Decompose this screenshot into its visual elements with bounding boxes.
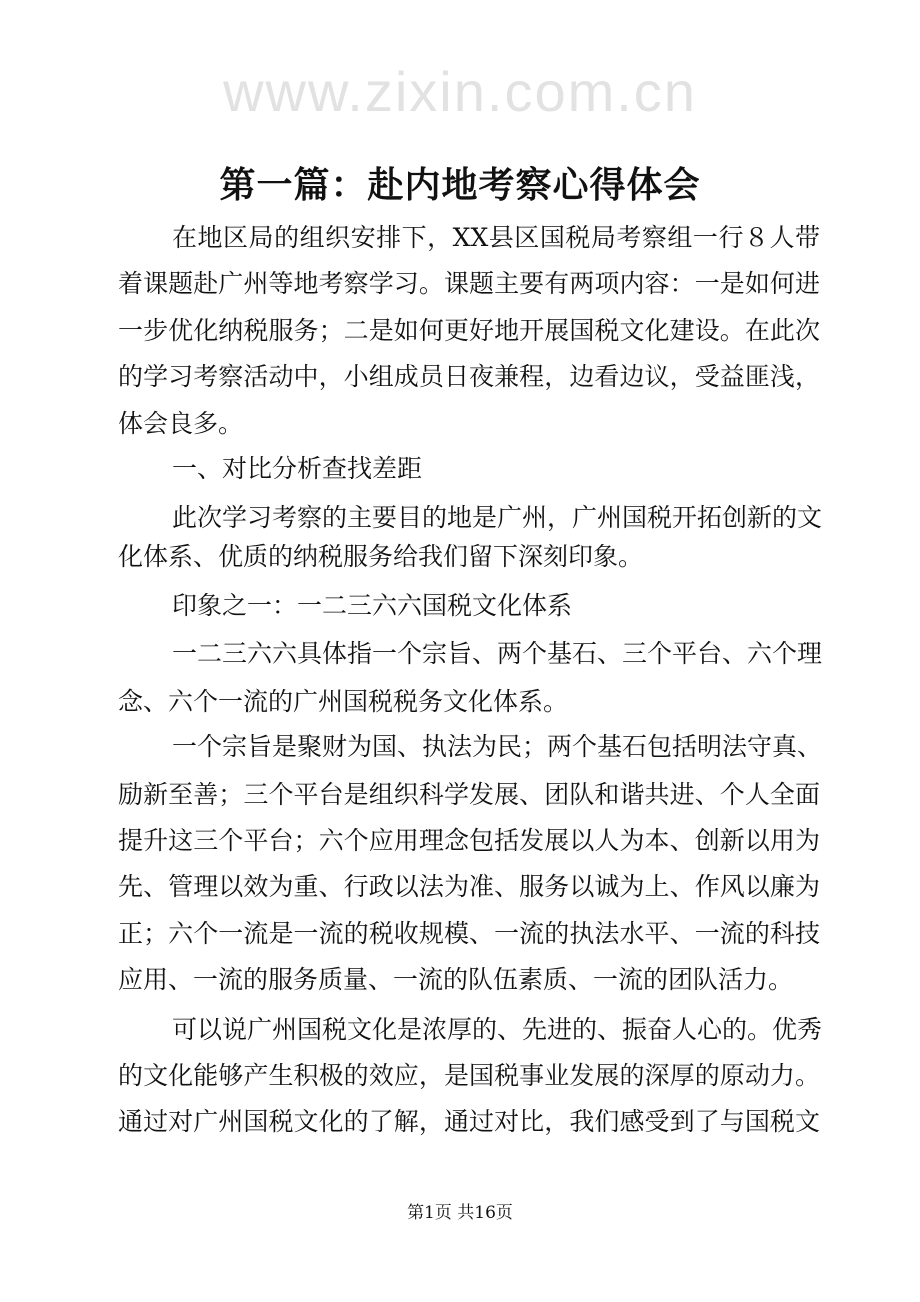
text-line: 一二三六六具体指一个宗旨、两个基石、三个平台、六个理: [172, 639, 823, 668]
text-line: 可以说广州国税文化是浓厚的、先进的、振奋人心的。优秀: [172, 1015, 823, 1044]
text-line: 的文化能够产生积极的效应，是国税事业发展的深厚的原动力。: [118, 1061, 820, 1090]
subsection-heading: 印象之一：一二三六六国税文化体系: [172, 591, 573, 620]
text-line: 正；六个一流是一流的税收规模、一流的执法水平、一流的科技: [118, 919, 820, 948]
text-line: 着课题赴广州等地考察学习。课题主要有两项内容：一是如何进: [118, 269, 820, 298]
text-line: 通过对广州国税文化的了解，通过对比，我们感受到了与国税文: [118, 1107, 820, 1136]
text-line: 励新至善；三个平台是组织科学发展、团队和谐共进、个人全面: [118, 780, 820, 809]
text-line: 此次学习考察的主要目的地是广州，广州国税开拓创新的文: [172, 503, 823, 532]
watermark: www.zixin.com.cn: [223, 60, 697, 123]
text-line: 提升这三个平台；六个应用理念包括发展以人为本、创新以用为: [118, 826, 820, 855]
text-line: 一个宗旨是聚财为国、执法为民；两个基石包括明法守真、: [172, 732, 823, 761]
page-number-footer: 第1页 共16页: [407, 1203, 513, 1223]
section-heading: 一、对比分析查找差距: [172, 454, 423, 483]
text-line: 应用、一流的服务质量、一流的队伍素质、一流的团队活力。: [118, 965, 794, 994]
text-line: 一步优化纳税服务；二是如何更好地开展国税文化建设。在此次: [118, 316, 820, 345]
text-line: 体会良多。: [118, 409, 244, 438]
text-line: 化体系、优质的纳税服务给我们留下深刻印象。: [118, 542, 644, 571]
text-line: 的学习考察活动中，小组成员日夜兼程，边看边议，受益匪浅，: [118, 362, 820, 391]
text-line: 先、管理以效为重、行政以法为准、服务以诚为上、作风以廉为: [118, 872, 820, 901]
text-line: 在地区局的组织安排下，XX县区国税局考察组一行８人带: [172, 223, 820, 252]
text-line: 念、六个一流的广州国税税务文化体系。: [118, 687, 569, 716]
document-title: 第一篇：赴内地考察心得体会: [219, 164, 701, 206]
